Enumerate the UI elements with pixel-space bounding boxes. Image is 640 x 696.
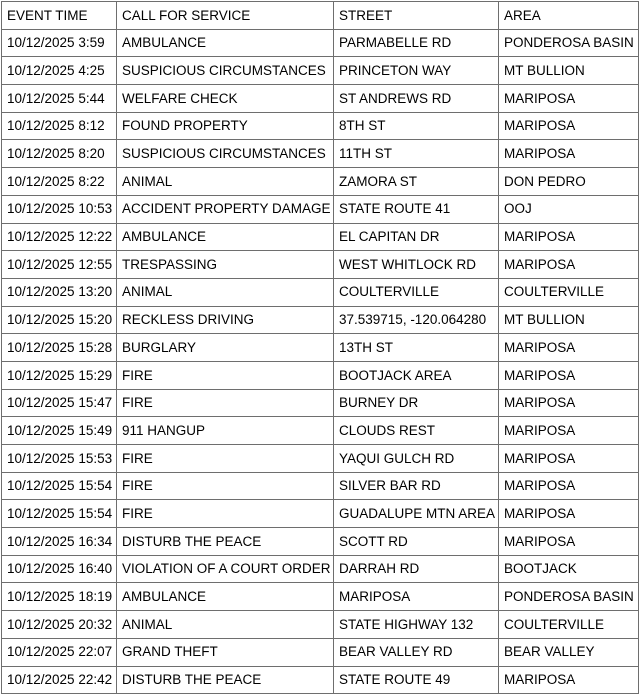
street-cell: SILVER BAR RD [334,472,499,500]
call-type-cell: ANIMAL [117,611,334,639]
area-cell: MARIPOSA [499,500,639,528]
event-time-cell: 10/12/2025 15:53 [2,445,117,473]
table-row [2,223,639,251]
area-cell: MARIPOSA [499,389,639,417]
street-cell: GUADALUPE MTN AREA [334,500,499,528]
event-time-cell: 10/12/2025 13:20 [2,278,117,306]
event-time-cell: 10/12/2025 10:53 [2,195,117,223]
calls-for-service-table [1,1,639,694]
table-row [2,611,639,639]
event-time-cell: 10/12/2025 8:22 [2,168,117,196]
call-type-cell: VIOLATION OF A COURT ORDER [117,555,334,583]
street-cell: 11TH ST [334,140,499,168]
call-type-cell: ACCIDENT PROPERTY DAMAGE [117,195,334,223]
table-row [2,251,639,279]
event-time-cell: 10/12/2025 3:59 [2,29,117,57]
call-type-cell: FOUND PROPERTY [117,112,334,140]
street-cell: EL CAPITAN DR [334,223,499,251]
street-cell: COULTERVILLE [334,278,499,306]
street-cell: 37.539715, -120.064280 [334,306,499,334]
area-cell: COULTERVILLE [499,611,639,639]
call-type-cell: ANIMAL [117,168,334,196]
event-time-cell: 10/12/2025 22:07 [2,638,117,666]
call-type-cell: AMBULANCE [117,583,334,611]
call-type-cell: FIRE [117,389,334,417]
table-row [2,168,639,196]
call-type-cell: BURGLARY [117,334,334,362]
area-cell: DON PEDRO [499,168,639,196]
table-row [2,85,639,113]
area-cell: PONDEROSA BASIN [499,29,639,57]
call-type-cell: AMBULANCE [117,223,334,251]
table-row [2,528,639,556]
call-type-cell: FIRE [117,361,334,389]
table-row [2,445,639,473]
area-cell: MARIPOSA [499,472,639,500]
table-row [2,57,639,85]
street-cell: PRINCETON WAY [334,57,499,85]
column-header-event-time: EVENT TIME [2,2,117,30]
street-cell: PARMABELLE RD [334,29,499,57]
event-time-cell: 10/12/2025 5:44 [2,85,117,113]
table-header [2,2,639,30]
table-row [2,29,639,57]
event-time-cell: 10/12/2025 15:28 [2,334,117,362]
call-type-cell: DISTURB THE PEACE [117,666,334,694]
table-row [2,389,639,417]
column-header-call-for-service: CALL FOR SERVICE [117,2,334,30]
street-cell: 8TH ST [334,112,499,140]
call-type-cell: SUSPICIOUS CIRCUMSTANCES [117,57,334,85]
table-row [2,638,639,666]
header-row [2,2,639,30]
event-time-cell: 10/12/2025 16:40 [2,555,117,583]
call-type-cell: SUSPICIOUS CIRCUMSTANCES [117,140,334,168]
call-type-cell: DISTURB THE PEACE [117,528,334,556]
event-time-cell: 10/12/2025 8:12 [2,112,117,140]
event-time-cell: 10/12/2025 22:42 [2,666,117,694]
area-cell: MARIPOSA [499,112,639,140]
table-row [2,306,639,334]
table-row [2,666,639,694]
street-cell: STATE HIGHWAY 132 [334,611,499,639]
street-cell: 13TH ST [334,334,499,362]
area-cell: PONDEROSA BASIN [499,583,639,611]
call-type-cell: AMBULANCE [117,29,334,57]
area-cell: MT BULLION [499,306,639,334]
call-type-cell: FIRE [117,472,334,500]
table-row [2,583,639,611]
street-cell: ZAMORA ST [334,168,499,196]
table-row [2,472,639,500]
area-cell: COULTERVILLE [499,278,639,306]
call-type-cell: 911 HANGUP [117,417,334,445]
call-type-cell: FIRE [117,445,334,473]
street-cell: MARIPOSA [334,583,499,611]
table-row [2,278,639,306]
table-row [2,417,639,445]
table-row [2,195,639,223]
table-row [2,140,639,168]
event-time-cell: 10/12/2025 8:20 [2,140,117,168]
call-type-cell: WELFARE CHECK [117,85,334,113]
event-time-cell: 10/12/2025 15:47 [2,389,117,417]
table-row [2,334,639,362]
event-time-cell: 10/12/2025 15:20 [2,306,117,334]
call-type-cell: TRESPASSING [117,251,334,279]
event-time-cell: 10/12/2025 15:29 [2,361,117,389]
event-time-cell: 10/12/2025 16:34 [2,528,117,556]
area-cell: MARIPOSA [499,85,639,113]
area-cell: MARIPOSA [499,528,639,556]
area-cell: MARIPOSA [499,445,639,473]
event-time-cell: 10/12/2025 4:25 [2,57,117,85]
street-cell: BURNEY DR [334,389,499,417]
event-time-cell: 10/12/2025 15:54 [2,500,117,528]
event-time-cell: 10/12/2025 18:19 [2,583,117,611]
table-row [2,555,639,583]
table-row [2,361,639,389]
event-time-cell: 10/12/2025 15:49 [2,417,117,445]
call-type-cell: ANIMAL [117,278,334,306]
area-cell: OOJ [499,195,639,223]
street-cell: DARRAH RD [334,555,499,583]
column-header-area: AREA [499,2,639,30]
street-cell: SCOTT RD [334,528,499,556]
street-cell: STATE ROUTE 41 [334,195,499,223]
street-cell: BEAR VALLEY RD [334,638,499,666]
area-cell: MARIPOSA [499,417,639,445]
area-cell: BOOTJACK [499,555,639,583]
street-cell: ST ANDREWS RD [334,85,499,113]
call-type-cell: FIRE [117,500,334,528]
street-cell: YAQUI GULCH RD [334,445,499,473]
street-cell: CLOUDS REST [334,417,499,445]
area-cell: MARIPOSA [499,334,639,362]
event-time-cell: 10/12/2025 20:32 [2,611,117,639]
table-body [2,29,639,694]
area-cell: MARIPOSA [499,140,639,168]
area-cell: MARIPOSA [499,223,639,251]
call-type-cell: RECKLESS DRIVING [117,306,334,334]
table-row [2,112,639,140]
street-cell: BOOTJACK AREA [334,361,499,389]
area-cell: BEAR VALLEY [499,638,639,666]
area-cell: MARIPOSA [499,361,639,389]
call-type-cell: GRAND THEFT [117,638,334,666]
event-time-cell: 10/12/2025 15:54 [2,472,117,500]
event-time-cell: 10/12/2025 12:22 [2,223,117,251]
event-time-cell: 10/12/2025 12:55 [2,251,117,279]
street-cell: STATE ROUTE 49 [334,666,499,694]
column-header-street: STREET [334,2,499,30]
area-cell: MARIPOSA [499,251,639,279]
area-cell: MARIPOSA [499,666,639,694]
area-cell: MT BULLION [499,57,639,85]
table-row [2,500,639,528]
street-cell: WEST WHITLOCK RD [334,251,499,279]
